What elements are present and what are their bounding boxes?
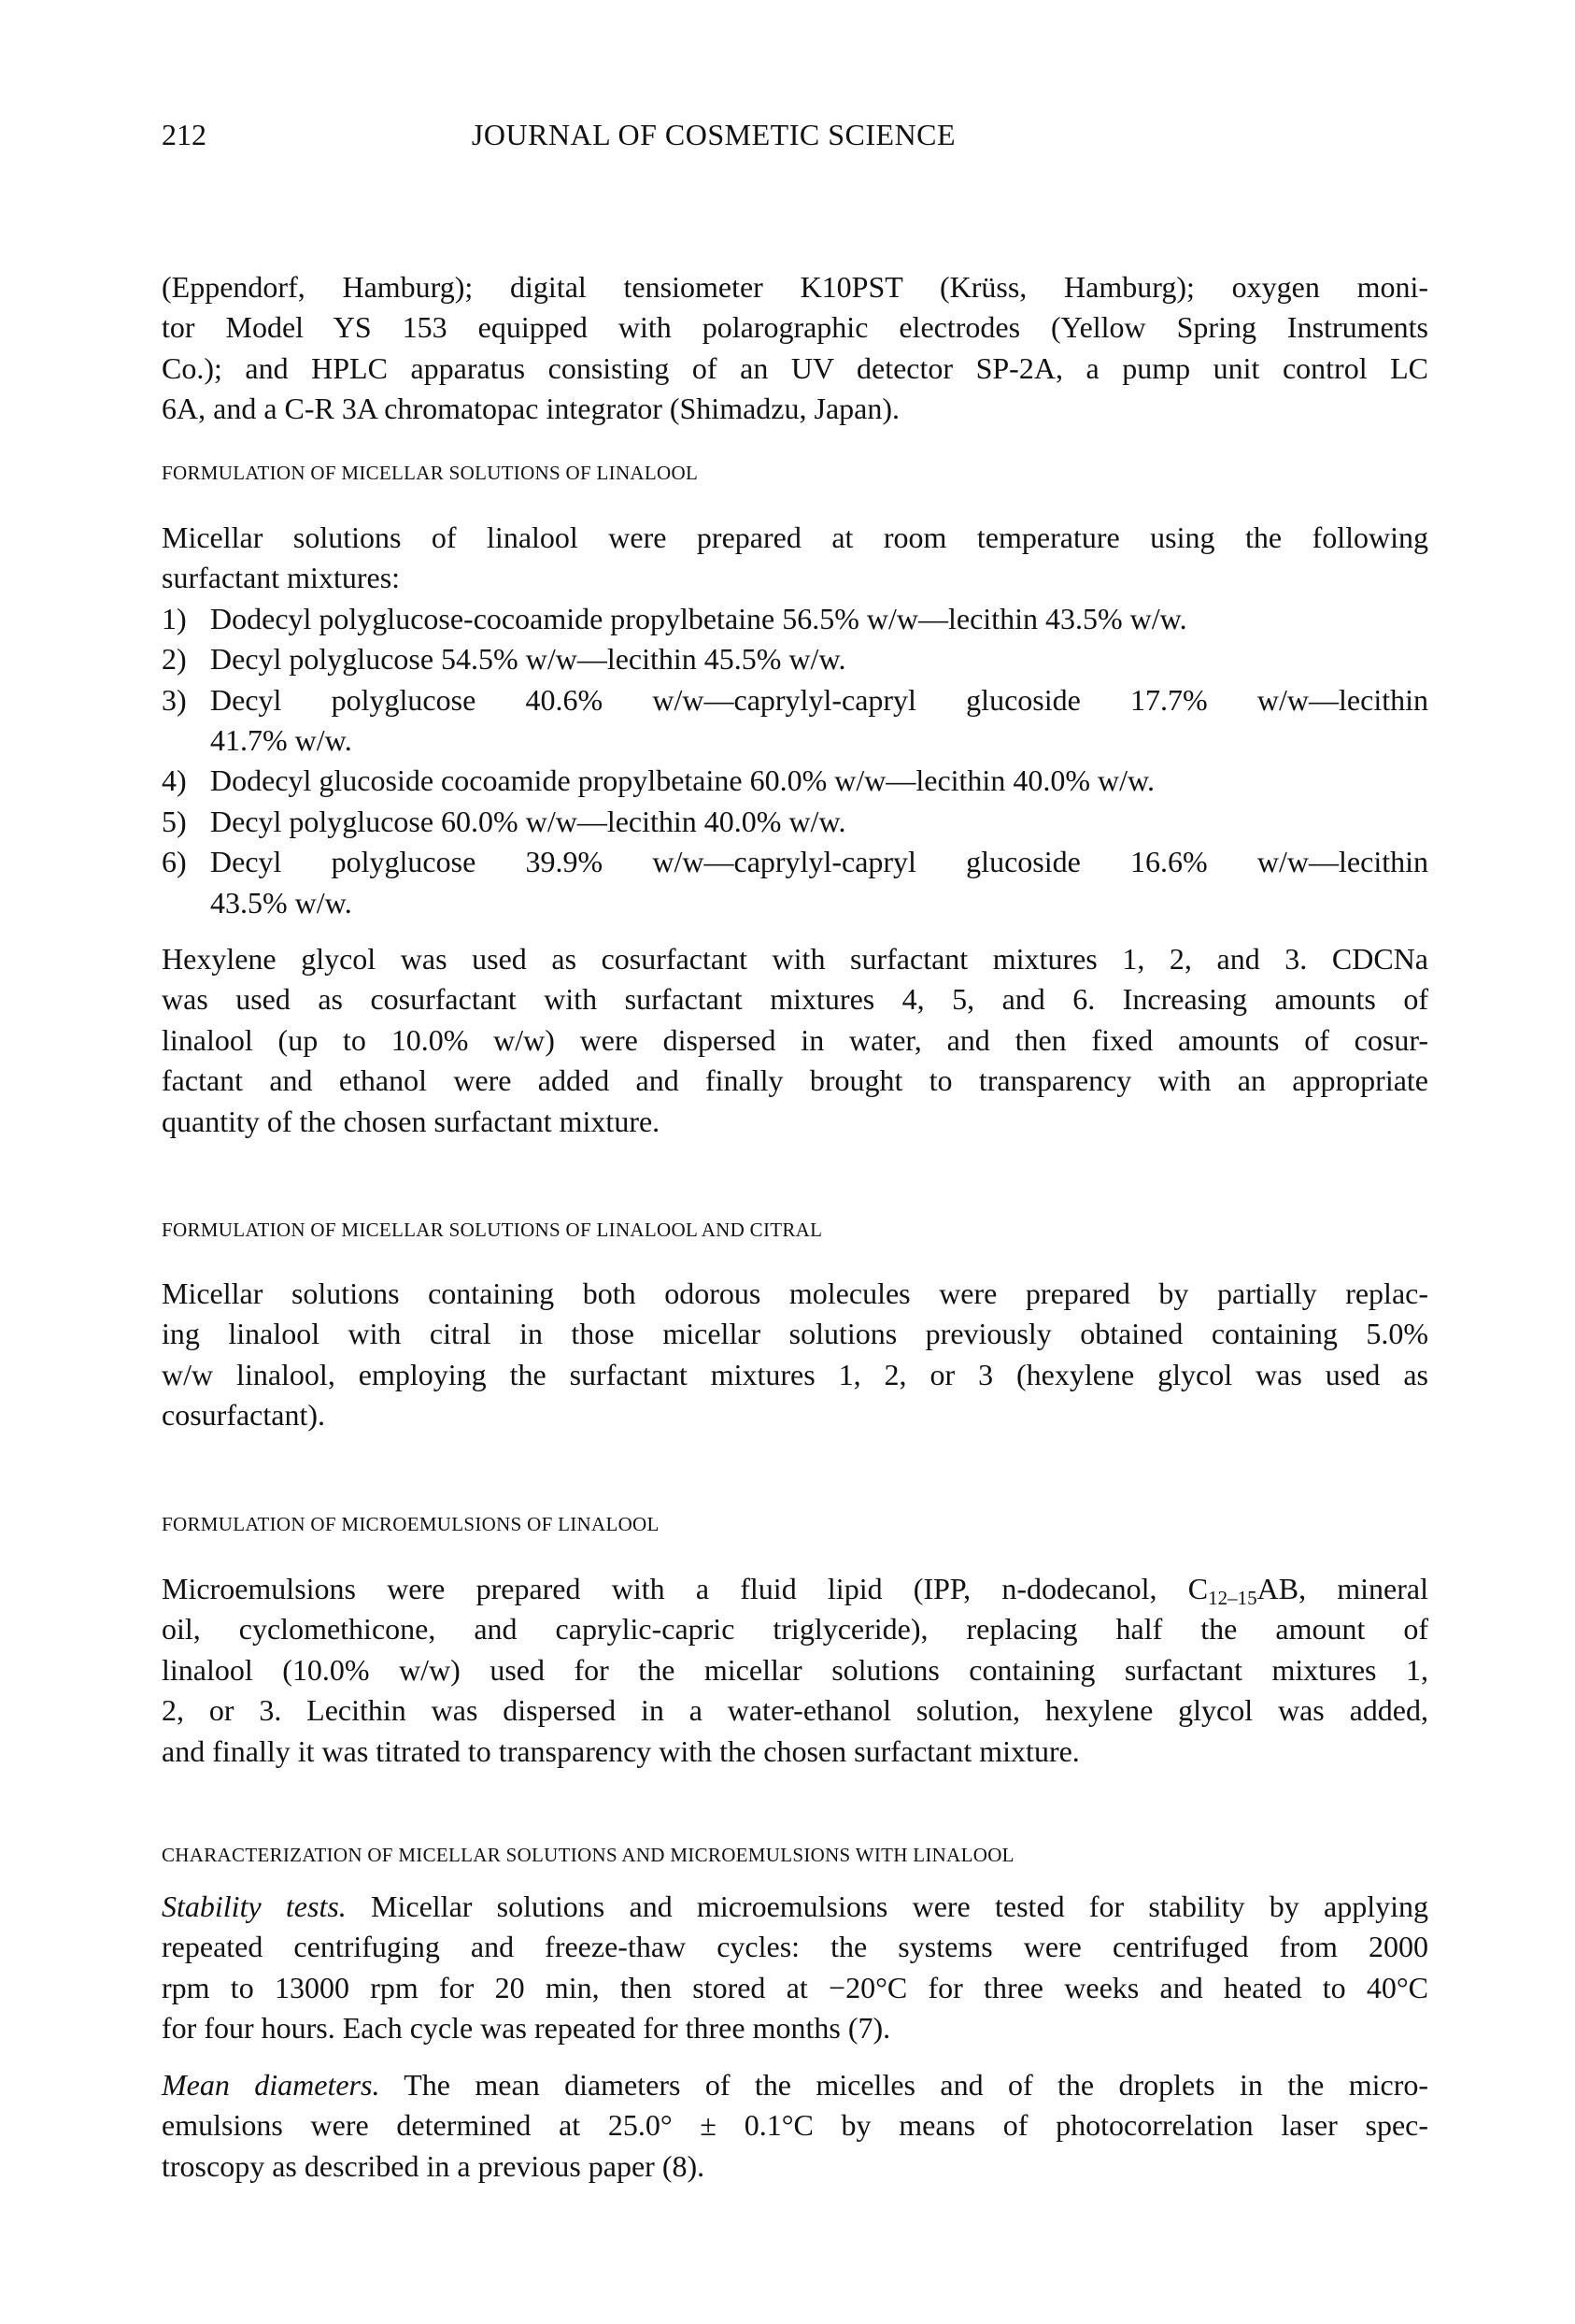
text-line: w/w linalool, employing the surfactant mixtures 1, 2, or 3 (hexylene glycol was used as xyxy=(162,1357,1428,1391)
text-line: 2, or 3. Lecithin was dispersed in a water-ethanol solution, hexylene glycol was added, xyxy=(162,1693,1428,1728)
list-number: 5) xyxy=(162,804,187,838)
text-line: 43.5% w/w. xyxy=(210,885,352,920)
text-line: linalool (10.0% w/w) used for the micellar solutions containing surfactant mixtures 1, xyxy=(162,1652,1428,1687)
list-number: 4) xyxy=(162,763,187,798)
text-line: linalool (up to 10.0% w/w) were dispersed in water, and then fixed amounts of cosur- xyxy=(162,1022,1428,1057)
section-heading-micellar-linalool: FORMULATION OF MICELLAR SOLUTIONS OF LINALOOL xyxy=(162,462,699,484)
list-item xyxy=(162,842,1428,923)
surfactant-mixtures-list xyxy=(162,599,1428,923)
running-header xyxy=(162,114,1428,155)
text-line: Micellar solutions of linalool were prepared at room temperature using the following xyxy=(162,520,1428,554)
paragraph-microemulsions: Microemulsions were prepared with a fluid lipid (IPP, n-dodecanol, $C_{12-15}AB$, mineral oil, cyclomethicone, and caprylic-capric triglyceride), replacing half the amount of linalool (10.0% w/w) used for the micellar solutions containing surfactant mixtures 1, 2, or 3. Lecithin was dispersed in a water-ethanol solution, hexylene glycol was added, and finally it was titrated to transparency with the chosen surfactant mixture. xyxy=(162,1569,1428,1772)
section-heading-linalool-citral: FORMULATION OF MICELLAR SOLUTIONS OF LINALOOL AND CITRAL xyxy=(162,1219,823,1241)
text-line: repeated centrifuging and freeze-thaw cycles: the systems were centrifuged from 2000 xyxy=(162,1930,1428,1964)
journal-title: JOURNAL OF COSMETIC SCIENCE xyxy=(471,118,957,151)
text-line: quantity of the chosen surfactant mixture. xyxy=(162,1104,660,1138)
text-line: Dodecyl glucoside cocoamide propylbetaine 60.0% w/w—lecithin 40.0% w/w. xyxy=(210,763,1155,798)
text-line: Decyl polyglucose 54.5% w/w—lecithin 45.5% w/w. xyxy=(210,642,846,677)
text-line: Hexylene glycol was used as cosurfactant with surfactant mixtures 1, 2, and 3. CDCNa xyxy=(162,942,1428,976)
run-in-heading: Mean diameters. xyxy=(162,2068,380,2102)
list-number: 6) xyxy=(162,845,187,879)
text-line: and finally it was titrated to transparency with the chosen surfactant mixture. xyxy=(162,1733,1080,1768)
list-item xyxy=(162,802,1428,842)
text-line: tor Model YS 153 equipped with polarographic electrodes (Yellow Spring Instruments xyxy=(162,310,1428,345)
paragraph-equipment xyxy=(162,267,1428,430)
text-line: Decyl polyglucose 40.6% w/w—caprylyl-capryl glucoside 17.7% w/w—lecithin xyxy=(210,682,1428,717)
paragraph-stability-tests: Stability tests. Micellar solutions and microemulsions were tested for stability by applying repeated centrifuging and freeze-thaw cycles: the systems were centrifuged from 2000 rpm to 13000 rpm for 20 min, then stored at −20°C for three weeks and heated to 40°C for four hours. Each cycle was repeated for three months (7). xyxy=(162,1887,1428,2049)
text-line: cosurfactant). xyxy=(162,1398,326,1433)
page-number: 212 xyxy=(162,118,206,151)
paragraph-linalool-citral xyxy=(162,1274,1428,1436)
paragraph-mean-diameters: Mean diameters. The mean diameters of the micelles and of the droplets in the micro- emulsions were determined at 25.0° ± 0.1°C by means of photocorrelation laser spec- troscopy as described in a previous paper (8). xyxy=(162,2065,1428,2187)
text-line: Co.); and HPLC apparatus consisting of an UV detector SP-2A, a pump unit control LC xyxy=(162,350,1428,385)
text-line: for four hours. Each cycle was repeated for three months (7). xyxy=(162,2011,891,2046)
list-item xyxy=(162,761,1428,801)
text-line: factant and ethanol were added and finally brought to transparency with an appropriate xyxy=(162,1063,1428,1098)
list-item xyxy=(162,680,1428,762)
paragraph-cosurfactant xyxy=(162,939,1428,1142)
list-item xyxy=(162,599,1428,639)
text-line: surfactant mixtures: xyxy=(162,561,401,595)
text-line: rpm to 13000 rpm for 20 min, then stored at −20°C for three weeks and heated to 40°C xyxy=(162,1970,1428,2004)
text-line: (Eppendorf, Hamburg); digital tensiometer K10PST (Krüss, Hamburg); oxygen moni- xyxy=(162,270,1428,304)
text-line: was used as cosurfactant with surfactant mixtures 4, 5, and 6. Increasing amounts of xyxy=(162,982,1428,1017)
section-heading-microemulsions: FORMULATION OF MICROEMULSIONS OF LINALOOL xyxy=(162,1513,660,1535)
run-in-heading: Stability tests. xyxy=(162,1889,347,1923)
text-line: Decyl polyglucose 60.0% w/w—lecithin 40.0% w/w. xyxy=(210,804,846,838)
list-number: 3) xyxy=(162,682,187,717)
text-line: 41.7% w/w. xyxy=(210,722,352,757)
text-line: Dodecyl polyglucose-cocoamide propylbetaine 56.5% w/w—lecithin 43.5% w/w. xyxy=(210,601,1187,635)
list-number: 2) xyxy=(162,642,187,677)
text-line: troscopy as described in a previous paper (8). xyxy=(162,2148,705,2183)
text-line: Decyl polyglucose 39.9% w/w—caprylyl-capryl glucoside 16.6% w/w—lecithin xyxy=(210,845,1428,879)
section-heading-characterization: CHARACTERIZATION OF MICELLAR SOLUTIONS AND MICROEMULSIONS WITH LINALOOL xyxy=(162,1844,1015,1866)
list-number: 1) xyxy=(162,601,187,635)
text-line: Micellar solutions containing both odorous molecules were prepared by partially replac- xyxy=(162,1276,1428,1310)
list-item xyxy=(162,639,1428,679)
paragraph-micellar-intro xyxy=(162,518,1428,923)
text-line: 6A, and a C-R 3A chromatopac integrator (Shimadzu, Japan). xyxy=(162,392,900,426)
text-line: oil, cyclomethicone, and caprylic-capric triglyceride), replacing half the amount of xyxy=(162,1612,1428,1647)
text-line: emulsions were determined at 25.0° ± 0.1°C by means of photocorrelation laser spec- xyxy=(162,2108,1428,2143)
text-line: ing linalool with citral in those micellar solutions previously obtained containing 5.0% xyxy=(162,1317,1428,1351)
